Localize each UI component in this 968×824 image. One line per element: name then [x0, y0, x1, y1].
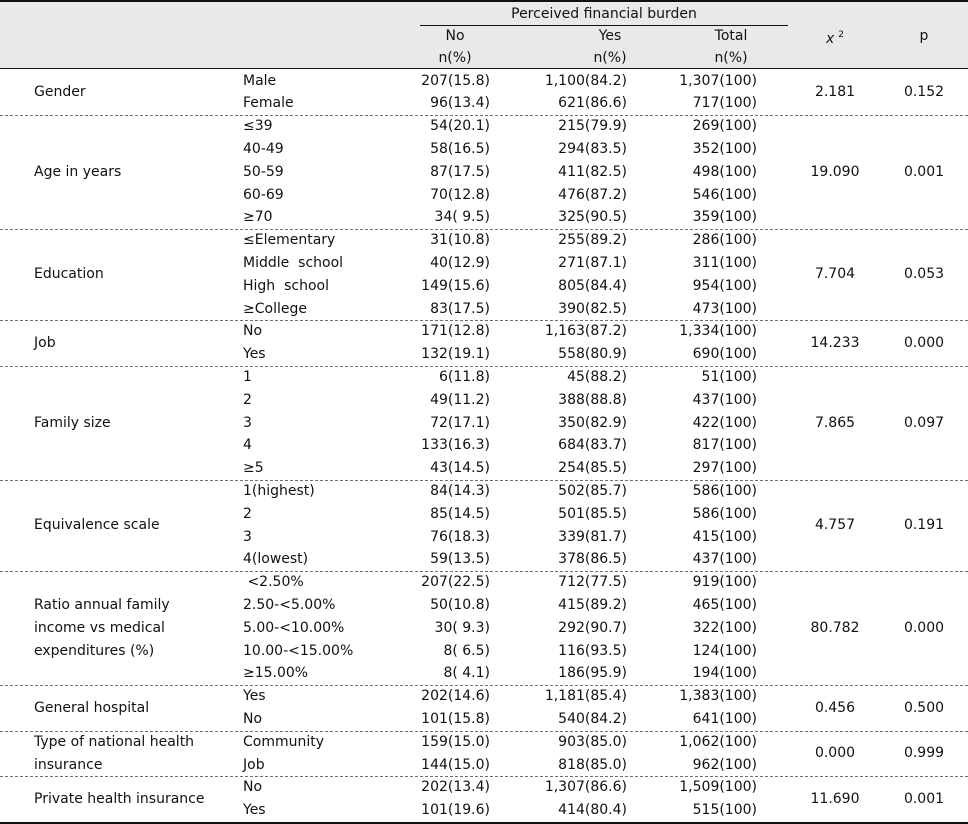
cell-total: 498(100) [692, 163, 757, 180]
cell-yes: 292(90.7) [558, 619, 627, 636]
cell-total: 415(100) [692, 528, 757, 545]
cell-no: 202(14.6) [421, 688, 490, 705]
cell-total: 962(100) [692, 756, 757, 773]
header-col-yes: Yes [598, 28, 622, 44]
variable-label: Job [34, 334, 56, 351]
chi-square-value: 14.233 [810, 334, 860, 351]
top-rule [0, 0, 968, 2]
cell-yes: 116(93.5) [558, 642, 627, 659]
cell-total: 586(100) [692, 482, 757, 499]
cell-total: 352(100) [692, 140, 757, 157]
variable-label: General hospital [34, 699, 150, 716]
cell-total: 422(100) [692, 414, 757, 431]
category-label: Male [243, 72, 277, 89]
cell-yes: 255(89.2) [558, 232, 627, 249]
cell-no: 101(19.6) [421, 802, 490, 819]
cell-no: 40(12.9) [430, 254, 490, 271]
category-label: High school [243, 277, 329, 294]
cell-no: 34( 9.5) [434, 209, 490, 226]
cell-yes: 818(85.0) [558, 756, 627, 773]
p-value: 0.500 [903, 699, 945, 716]
p-value: 0.097 [903, 414, 945, 431]
chi-square-value: 4.757 [814, 517, 856, 534]
variable-label: income vs medical [34, 619, 165, 636]
cell-total: 322(100) [692, 619, 757, 636]
cell-yes: 411(82.5) [558, 163, 627, 180]
cell-no: 207(15.8) [421, 72, 490, 89]
cell-no: 132(19.1) [421, 346, 490, 363]
cell-no: 50(10.8) [430, 596, 490, 613]
category-label: 5.00-<10.00% [243, 619, 345, 636]
cell-no: 207(22.5) [421, 574, 490, 591]
cell-no: 8( 6.5) [443, 642, 490, 659]
cell-no: 133(16.3) [421, 437, 490, 454]
header-unit-no: n(%) [438, 50, 472, 66]
cell-no: 83(17.5) [430, 300, 490, 317]
p-value: 0.152 [903, 83, 945, 100]
cell-total: 641(100) [692, 710, 757, 727]
cell-no: 171(12.8) [421, 323, 490, 340]
chi-square-value: 7.704 [814, 266, 856, 283]
category-label: Yes [243, 802, 266, 819]
chi-square-value: 80.782 [810, 619, 860, 636]
cell-total: 817(100) [692, 437, 757, 454]
category-label: 2 [243, 505, 252, 522]
p-value: 0.999 [903, 745, 945, 762]
cell-total: 124(100) [692, 642, 757, 659]
cell-total: 690(100) [692, 346, 757, 363]
header-group-title: Perceived financial burden [511, 6, 697, 22]
cell-yes: 271(87.1) [558, 254, 627, 271]
cell-total: 1,509(100) [679, 779, 757, 796]
cell-total: 437(100) [692, 391, 757, 408]
cell-yes: 388(88.8) [558, 391, 627, 408]
cell-yes: 712(77.5) [558, 574, 627, 591]
header-unit-yes: n(%) [593, 50, 627, 66]
cell-no: 59(13.5) [430, 551, 490, 568]
cell-no: 6(11.8) [438, 368, 490, 385]
cell-no: 144(15.0) [421, 756, 490, 773]
category-label: 4(lowest) [243, 551, 309, 568]
category-label: 60-69 [243, 186, 284, 203]
category-label: ≥College [243, 300, 307, 317]
category-label: Job [243, 756, 265, 773]
cell-no: 96(13.4) [430, 95, 490, 112]
cell-total: 437(100) [692, 551, 757, 568]
category-label: 2 [243, 391, 252, 408]
header-col-no: No [445, 28, 465, 44]
cell-yes: 350(82.9) [558, 414, 627, 431]
category-label: No [243, 323, 263, 340]
cell-no: 149(15.6) [421, 277, 490, 294]
category-label: 50-59 [243, 163, 284, 180]
cell-yes: 1,163(87.2) [544, 323, 627, 340]
cell-yes: 378(86.5) [558, 551, 627, 568]
category-label: ≤Elementary [243, 232, 336, 249]
variable-label: Education [34, 266, 104, 283]
cell-yes: 476(87.2) [558, 186, 627, 203]
variable-label: Gender [34, 83, 86, 100]
cell-total: 954(100) [692, 277, 757, 294]
chi-symbol: x [825, 31, 835, 47]
cell-yes: 502(85.7) [558, 482, 627, 499]
cell-no: 58(16.5) [430, 140, 490, 157]
p-value: 0.191 [903, 517, 945, 534]
cell-total: 311(100) [692, 254, 757, 271]
category-label: Yes [243, 688, 266, 705]
p-value: 0.001 [903, 163, 945, 180]
cell-no: 84(14.3) [430, 482, 490, 499]
chi-square-value: 0.456 [814, 699, 856, 716]
cell-yes: 45(88.2) [567, 368, 627, 385]
cell-no: 87(17.5) [430, 163, 490, 180]
cell-total: 546(100) [692, 186, 757, 203]
cell-no: 70(12.8) [430, 186, 490, 203]
chi-square-value: 11.690 [810, 790, 860, 807]
category-label: ≥70 [243, 209, 273, 226]
category-label: ≥15.00% [243, 665, 309, 682]
cell-yes: 186(95.9) [558, 665, 627, 682]
header-p: p [919, 28, 929, 44]
cell-total: 1,307(100) [679, 72, 757, 89]
cell-no: 30( 9.3) [434, 619, 490, 636]
cell-yes: 339(81.7) [558, 528, 627, 545]
category-label: <2.50% [243, 574, 304, 591]
cell-total: 286(100) [692, 232, 757, 249]
category-label: No [243, 779, 263, 796]
variable-label: Age in years [34, 163, 122, 180]
cell-no: 54(20.1) [430, 118, 490, 135]
chi-square-value: 7.865 [814, 414, 856, 431]
p-value: 0.000 [903, 619, 945, 636]
cell-yes: 621(86.6) [558, 95, 627, 112]
cell-yes: 415(89.2) [558, 596, 627, 613]
cell-total: 473(100) [692, 300, 757, 317]
cell-no: 202(13.4) [421, 779, 490, 796]
category-label: No [243, 710, 263, 727]
category-label: Female [243, 95, 294, 112]
category-label: ≤39 [243, 118, 273, 135]
cell-total: 465(100) [692, 596, 757, 613]
cell-yes: 1,100(84.2) [544, 72, 627, 89]
variable-label: Type of national health [34, 733, 195, 750]
cell-yes: 254(85.5) [558, 460, 627, 477]
cell-yes: 215(79.9) [558, 118, 627, 135]
cell-no: 159(15.0) [421, 733, 490, 750]
chi-square-value: 19.090 [810, 163, 860, 180]
cell-no: 101(15.8) [421, 710, 490, 727]
cell-no: 31(10.8) [430, 232, 490, 249]
cell-yes: 1,181(85.4) [544, 688, 627, 705]
category-label: 40-49 [243, 140, 284, 157]
cell-yes: 294(83.5) [558, 140, 627, 157]
category-label: 3 [243, 528, 252, 545]
variable-label: Ratio annual family [34, 596, 170, 613]
category-label: Yes [243, 346, 266, 363]
cell-total: 359(100) [692, 209, 757, 226]
cell-no: 85(14.5) [430, 505, 490, 522]
category-label: 1(highest) [243, 482, 315, 499]
p-value: 0.001 [903, 790, 945, 807]
cell-total: 586(100) [692, 505, 757, 522]
header-unit-total: n(%) [714, 50, 748, 66]
variable-label: insurance [34, 756, 103, 773]
p-value: 0.000 [903, 334, 945, 351]
chi-square-value: 0.000 [814, 745, 856, 762]
category-label: ≥5 [243, 460, 264, 477]
category-label: 1 [243, 368, 252, 385]
cell-yes: 325(90.5) [558, 209, 627, 226]
cell-no: 49(11.2) [430, 391, 490, 408]
header-chi-square [790, 24, 880, 47]
cell-total: 51(100) [701, 368, 757, 385]
p-value: 0.053 [903, 266, 945, 283]
cell-total: 919(100) [692, 574, 757, 591]
chi-square-value: 2.181 [814, 83, 856, 100]
category-label: 3 [243, 414, 252, 431]
cell-total: 717(100) [692, 95, 757, 112]
cell-total: 1,383(100) [679, 688, 757, 705]
variable-label: Private health insurance [34, 790, 205, 807]
chi-exponent: 2 [838, 30, 845, 40]
cell-total: 194(100) [692, 665, 757, 682]
cell-yes: 805(84.4) [558, 277, 627, 294]
category-label: Middle school [243, 254, 344, 271]
cell-yes: 540(84.2) [558, 710, 627, 727]
cell-yes: 903(85.0) [558, 733, 627, 750]
cell-total: 1,334(100) [679, 323, 757, 340]
cell-yes: 558(80.9) [558, 346, 627, 363]
cell-no: 8( 4.1) [443, 665, 490, 682]
cell-total: 269(100) [692, 118, 757, 135]
cell-no: 72(17.1) [430, 414, 490, 431]
header-col-total: Total [714, 28, 748, 44]
cell-total: 1,062(100) [679, 733, 757, 750]
cell-yes: 501(85.5) [558, 505, 627, 522]
category-label: 4 [243, 437, 252, 454]
cell-total: 297(100) [692, 460, 757, 477]
variable-label: Equivalence scale [34, 517, 160, 534]
cell-yes: 414(80.4) [558, 802, 627, 819]
variable-label: Family size [34, 414, 111, 431]
cell-yes: 390(82.5) [558, 300, 627, 317]
cell-yes: 1,307(86.6) [544, 779, 627, 796]
category-label: Community [243, 733, 325, 750]
category-label: 10.00-<15.00% [243, 642, 354, 659]
cell-total: 515(100) [692, 802, 757, 819]
cell-yes: 684(83.7) [558, 437, 627, 454]
category-label: 2.50-<5.00% [243, 596, 336, 613]
cell-no: 43(14.5) [430, 460, 490, 477]
cell-no: 76(18.3) [430, 528, 490, 545]
variable-label: expenditures (%) [34, 642, 155, 659]
